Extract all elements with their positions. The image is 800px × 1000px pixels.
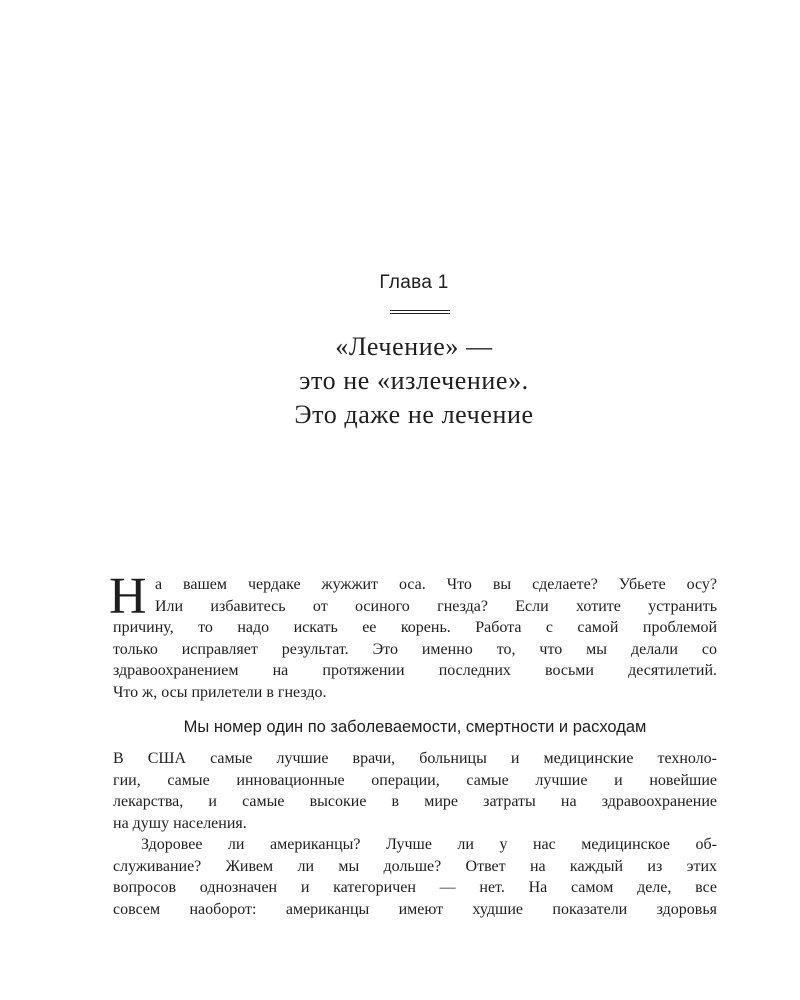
text-line: гии, самые инновационные операции, самые лучшие и новейшие [113,771,717,789]
chapter-rule-top [390,310,450,311]
text-line: Что ж, осы прилетели в гнездо. [113,683,327,701]
chapter-title-line: «Лечение» — [335,332,493,361]
text-line: Здоровее ли американцы? Лучше ли у нас медицинское об- [141,836,717,853]
drop-cap: Н [109,568,147,625]
text-line: совсем наоборот: американцы имеют худшие показатели здоровья [113,900,717,918]
intro-paragraph [109,568,717,703]
chapter-title [0,330,800,432]
section-body [113,748,717,920]
section-heading: Мы номер один по заболеваемости, смертности и расходам [183,718,647,736]
text-line: а вашем чердаке жужжит оса. Что вы сделаете? Убьете осу? [155,576,717,593]
text-line: В США самые лучшие врачи, больницы и медицинские техноло- [113,750,717,767]
text-line: только исправляет результат. Это именно то, что мы делали со [113,640,717,658]
chapter-rule-bottom [390,313,450,314]
chapter-title-line: Это даже не лечение [294,400,534,429]
text-line: здравоохранением на протяжении последних восьми десятилетий. [113,662,717,679]
text-line: причину, то надо искать ее корень. Работа с самой проблемой [113,619,717,636]
text-line: Или избавитесь от осиного гнезда? Если хотите устранить [155,597,717,615]
text-line: лекарства, и самые высокие в мире затраты на здравоохранение [113,793,717,810]
text-line: служивание? Живем ли мы дольше? Ответ на каждый из этих [113,857,717,875]
chapter-title-line: это не «излечение». [299,366,529,395]
chapter-label: Глава 1 [379,272,449,293]
text-line: на душу населения. [113,814,247,832]
text-line: вопросов однозначен и категоричен — нет. На самом деле, все [113,879,717,896]
